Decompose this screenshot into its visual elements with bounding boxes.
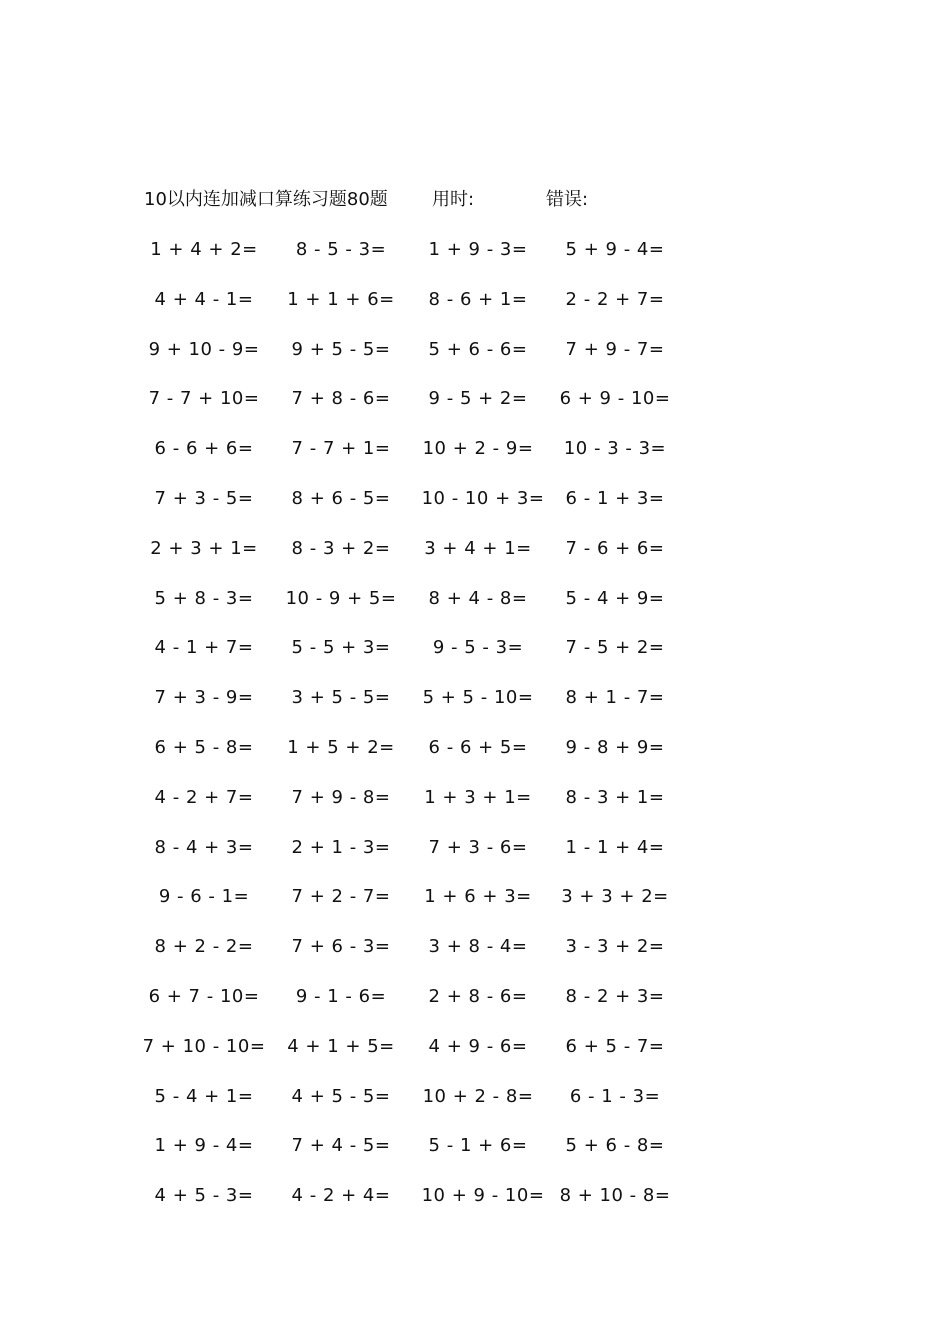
- problem-row: [0, 883, 950, 933]
- problem-row: [0, 385, 950, 435]
- problem-item: 10 + 2 - 9=: [422, 438, 534, 460]
- problem-item: 5 - 5 + 3=: [291, 637, 391, 659]
- problem-item: 1 + 5 + 2=: [287, 736, 395, 758]
- problem-item: 7 + 3 - 5=: [154, 487, 254, 509]
- errors-label: 错误:: [546, 189, 589, 210]
- problem-item: 6 + 5 - 8=: [154, 736, 254, 758]
- problem-item: 2 - 2 + 7=: [565, 288, 665, 310]
- problem-item: 10 + 2 - 8=: [422, 1085, 534, 1107]
- problem-item: 10 - 9 + 5=: [285, 587, 397, 609]
- problem-row: [0, 933, 950, 983]
- problem-row: [0, 1132, 950, 1182]
- problem-item: 8 - 6 + 1=: [428, 288, 528, 310]
- problem-item: 5 - 1 + 6=: [428, 1135, 528, 1157]
- problem-row: [0, 336, 950, 386]
- problem-item: 4 + 9 - 6=: [428, 1035, 528, 1057]
- problem-item: 6 + 9 - 10=: [559, 388, 671, 410]
- problem-item: 1 - 1 + 4=: [565, 836, 665, 858]
- problem-item: 3 + 3 + 2=: [561, 886, 669, 908]
- problem-item: 5 + 9 - 4=: [565, 239, 665, 260]
- problem-item: 6 - 6 + 6=: [154, 438, 254, 460]
- problem-item: 10 + 9 - 10=: [421, 1185, 545, 1207]
- problem-row: [0, 684, 950, 734]
- problem-item: 6 + 7 - 10=: [148, 985, 260, 1007]
- problem-item: 10 - 10 + 3=: [421, 487, 545, 509]
- problem-item: 4 - 1 + 7=: [154, 637, 254, 659]
- problem-row: [0, 983, 950, 1033]
- problem-item: 8 - 4 + 3=: [154, 836, 254, 858]
- problem-item: 7 + 10 - 10=: [142, 1035, 266, 1057]
- problem-item: 9 + 5 - 5=: [291, 338, 391, 360]
- problem-item: 1 + 4 + 2=: [150, 239, 258, 260]
- problem-item: 9 - 5 + 2=: [428, 388, 528, 410]
- problem-row: [0, 1033, 950, 1083]
- problem-item: 8 - 2 + 3=: [565, 985, 665, 1007]
- problem-item: 3 + 5 - 5=: [291, 687, 391, 709]
- problem-item: 1 + 9 - 3=: [428, 239, 528, 260]
- problem-item: 4 + 4 - 1=: [154, 288, 254, 310]
- problem-item: 6 - 1 + 3=: [565, 487, 665, 509]
- problem-item: 2 + 8 - 6=: [428, 985, 528, 1007]
- problem-item: 4 - 2 + 4=: [291, 1185, 391, 1207]
- problem-row: [0, 634, 950, 684]
- problem-item: 7 + 4 - 5=: [291, 1135, 391, 1157]
- problem-item: 2 + 3 + 1=: [150, 537, 258, 559]
- problem-item: 8 + 4 - 8=: [428, 587, 528, 609]
- problem-item: 9 - 1 - 6=: [295, 985, 387, 1007]
- problem-grid: [0, 236, 950, 1232]
- problem-item: 8 - 3 + 1=: [565, 786, 665, 808]
- problem-item: 5 - 4 + 9=: [565, 587, 665, 609]
- problem-item: 5 + 6 - 6=: [428, 338, 528, 360]
- problem-row: [0, 585, 950, 635]
- problem-item: 7 + 9 - 8=: [291, 786, 391, 808]
- problem-item: 7 + 3 - 6=: [428, 836, 528, 858]
- problem-item: 7 + 9 - 7=: [565, 338, 665, 360]
- problem-item: 9 - 6 - 1=: [158, 886, 250, 908]
- problem-item: 8 - 5 - 3=: [295, 239, 387, 260]
- problem-item: 9 - 5 - 3=: [432, 637, 524, 659]
- problem-item: 8 - 3 + 2=: [291, 537, 391, 559]
- problem-item: 8 + 10 - 8=: [559, 1185, 671, 1207]
- problem-item: 5 + 6 - 8=: [565, 1135, 665, 1157]
- problem-item: 7 - 7 + 1=: [291, 438, 391, 460]
- problem-item: 1 + 9 - 4=: [154, 1135, 254, 1157]
- problem-item: 4 + 5 - 5=: [291, 1085, 391, 1107]
- problem-row: [0, 1182, 950, 1232]
- problem-item: 7 - 5 + 2=: [565, 637, 665, 659]
- problem-item: 3 + 4 + 1=: [424, 537, 532, 559]
- problem-item: 1 + 1 + 6=: [287, 288, 395, 310]
- problem-row: [0, 286, 950, 336]
- time-label: 用时:: [432, 189, 475, 210]
- problem-item: 8 + 6 - 5=: [291, 487, 391, 509]
- problem-item: 3 + 8 - 4=: [428, 936, 528, 958]
- problem-row: [0, 734, 950, 784]
- problem-item: 2 + 1 - 3=: [291, 836, 391, 858]
- problem-item: 6 + 5 - 7=: [565, 1035, 665, 1057]
- problem-row: [0, 435, 950, 485]
- problem-item: 5 + 5 - 10=: [422, 687, 534, 709]
- problem-row: [0, 485, 950, 535]
- problem-item: 7 - 7 + 10=: [148, 388, 260, 410]
- problem-item: 1 + 6 + 3=: [424, 886, 532, 908]
- problem-item: 8 + 1 - 7=: [565, 687, 665, 709]
- problem-item: 4 - 2 + 7=: [154, 786, 254, 808]
- problem-item: 6 - 6 + 5=: [428, 736, 528, 758]
- problem-item: 8 + 2 - 2=: [154, 936, 254, 958]
- problem-item: 7 + 3 - 9=: [154, 687, 254, 709]
- problem-item: 3 - 3 + 2=: [565, 936, 665, 958]
- problem-item: 4 + 5 - 3=: [154, 1185, 254, 1207]
- problem-row: [0, 784, 950, 834]
- problem-item: 7 + 8 - 6=: [291, 388, 391, 410]
- problem-item: 1 + 3 + 1=: [424, 786, 532, 808]
- problem-item: 6 - 1 - 3=: [569, 1085, 661, 1107]
- problem-item: 9 + 10 - 9=: [148, 338, 260, 360]
- problem-row: [0, 1083, 950, 1133]
- problem-item: 10 - 3 - 3=: [563, 438, 667, 460]
- problem-row: [0, 535, 950, 585]
- problem-item: 4 + 1 + 5=: [287, 1035, 395, 1057]
- problem-item: 7 - 6 + 6=: [565, 537, 665, 559]
- problem-row: [0, 834, 950, 884]
- problem-item: 9 - 8 + 9=: [565, 736, 665, 758]
- problem-item: 5 + 8 - 3=: [154, 587, 254, 609]
- problem-row: [0, 236, 950, 286]
- problem-item: 5 - 4 + 1=: [154, 1085, 254, 1107]
- problem-item: 7 + 2 - 7=: [291, 886, 391, 908]
- worksheet-title: 10以内连加减口算练习题80题: [144, 189, 388, 210]
- problem-item: 7 + 6 - 3=: [291, 936, 391, 958]
